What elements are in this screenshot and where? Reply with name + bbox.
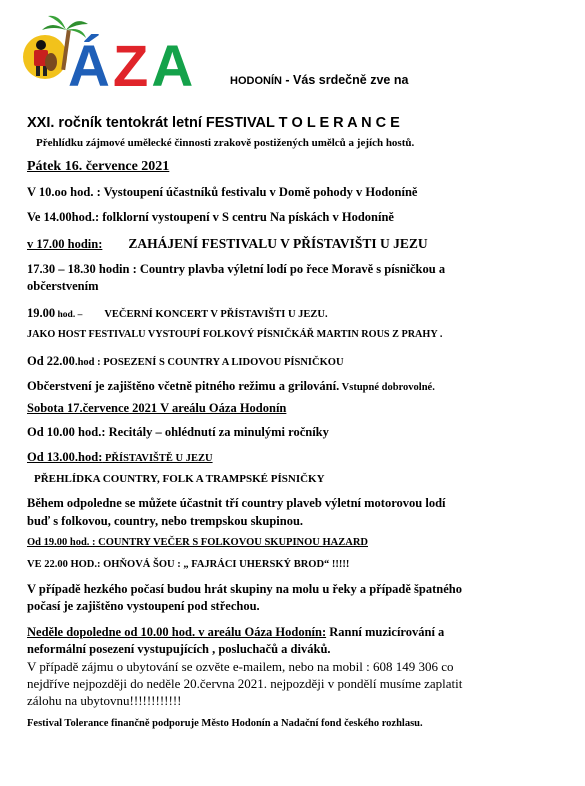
friday-line-8 [27,377,435,395]
friday-line-2: Ve 14.00hod.: folklorní vystoupení v S centru Na pískách v Hodoníně [27,210,394,224]
friday-concert-hod: hod. – [55,310,83,320]
saturday-line-2 [27,448,213,466]
saturday-line-5: Od 19.00 hod. : COUNTRY VEČER S FOLKOVOU SKUPINOU HAZARD [27,537,369,548]
saturday-afternoon-time: Od 13.00.hod: [27,450,103,464]
saturday-date: Sobota 17.července 2021 V areálu Oáza Hodonín [27,401,287,415]
saturday-line-4a: Během odpoledne se můžete účastnit tří country plaveb výletní motorovou lodí [27,496,446,510]
header-city: HODONÍN [230,75,282,87]
festival-subtitle: Přehlídku zájmové umělecké činnosti zrakově postižených umělců a jejích hostů. [36,137,415,149]
sunday-line-5: zálohu na ubytovnu!!!!!!!!!!!! [27,693,182,708]
friday-concert-time: 19.00 [27,306,56,320]
logo-letter-a1: Á [68,34,113,99]
friday-evening-title: .hod : POSEZENÍ S COUNTRY A LIDOVOU PÍSNIČKOU [74,357,344,368]
friday-evening-time: Od 22.00 [27,354,75,368]
friday-line-1: V 10.oo hod. : Vystoupení účastníků festivalu v Domě pohody v Hodoníně [27,185,418,199]
saturday-line-3: PŘEHLÍDKA COUNTRY, FOLK A TRAMPSKÉ PÍSNIČKY [34,473,325,485]
saturday-afternoon-place: PŘÍSTAVIŠTĚ U JEZU [102,453,213,464]
friday-refreshments: Občerstvení je zajištěno včetně pitného režimu a grilování. [27,379,340,393]
saturday-line-4b: buď s folkovou, country, nebo trempskou skupinou. [27,514,304,528]
sunday-program: Ranní muzicírování a [326,625,445,639]
festival-title: XXI. ročník tentokrát letní FESTIVAL T O L E R A N C E [27,115,400,131]
friday-admission: Vstupné dobrovolné. [339,382,435,393]
footer-sponsor: Festival Tolerance finančně podporuje Město Hodonín a Nadační fond českého rozhlasu. [27,718,423,729]
friday-opening-title: ZAHÁJENÍ FESTIVALU V PŘÍSTAVIŠTI U JEZU [128,236,428,251]
sunday-line-4: nejdříve nejpozději do neděle 20.června 2021. nejpozději v pondělí musíme zaplatit [27,676,463,691]
sunday-line-1 [27,625,444,640]
sunday-line-3: V případě zájmu o ubytování se ozvěte e-mailem, nebo na mobil : 608 149 306 co [27,659,454,674]
header-invite [230,73,408,87]
logo-letter-a2: A [151,34,197,99]
saturday-line-7b: počasí je zajištěno vystoupení pod střechou. [27,599,260,613]
header-invite-text: - Vás srdečně zve na [281,73,409,87]
friday-line-6: JAKO HOST FESTIVALU VYSTOUPÍ FOLKOVÝ PÍSNIČKÁŘ MARTIN ROUS Z PRAHY . [27,329,443,340]
friday-line-7 [27,352,344,370]
friday-opening-time: v 17.00 hodin: [27,237,103,251]
friday-line-4b: občerstvením [27,279,99,293]
sunday-title: Neděle dopoledne od 10.00 hod. v areálu Oáza Hodonín: [27,625,327,639]
logo-letter-z: Z [112,34,152,99]
friday-line-3 [27,236,538,252]
saturday-line-7a: V případě hezkého počasí budou hrát skupiny na molu u řeky a případě špatného [27,582,462,596]
friday-line-4a: 17.30 – 18.30 hodin : Country plavba výletní lodí po řece Moravě s písničkou a [27,262,446,276]
saturday-line-1: Od 10.00 hod.: Recitály – ohlédnutí za minulými ročníky [27,425,329,439]
friday-concert-title: VEČERNÍ KONCERT V PŘÍSTAVIŠTI U JEZU. [104,309,328,320]
sunday-line-2: neformální posezení vystupujících , posluchačů a diváků. [27,642,331,656]
saturday-line-6: VE 22.00 HOD.: OHŇOVÁ ŠOU : „ FAJRÁCI UHERSKÝ BROD“ !!!!! [27,559,350,570]
friday-date: Pátek 16. července 2021 [27,159,170,174]
friday-line-5 [27,304,328,322]
